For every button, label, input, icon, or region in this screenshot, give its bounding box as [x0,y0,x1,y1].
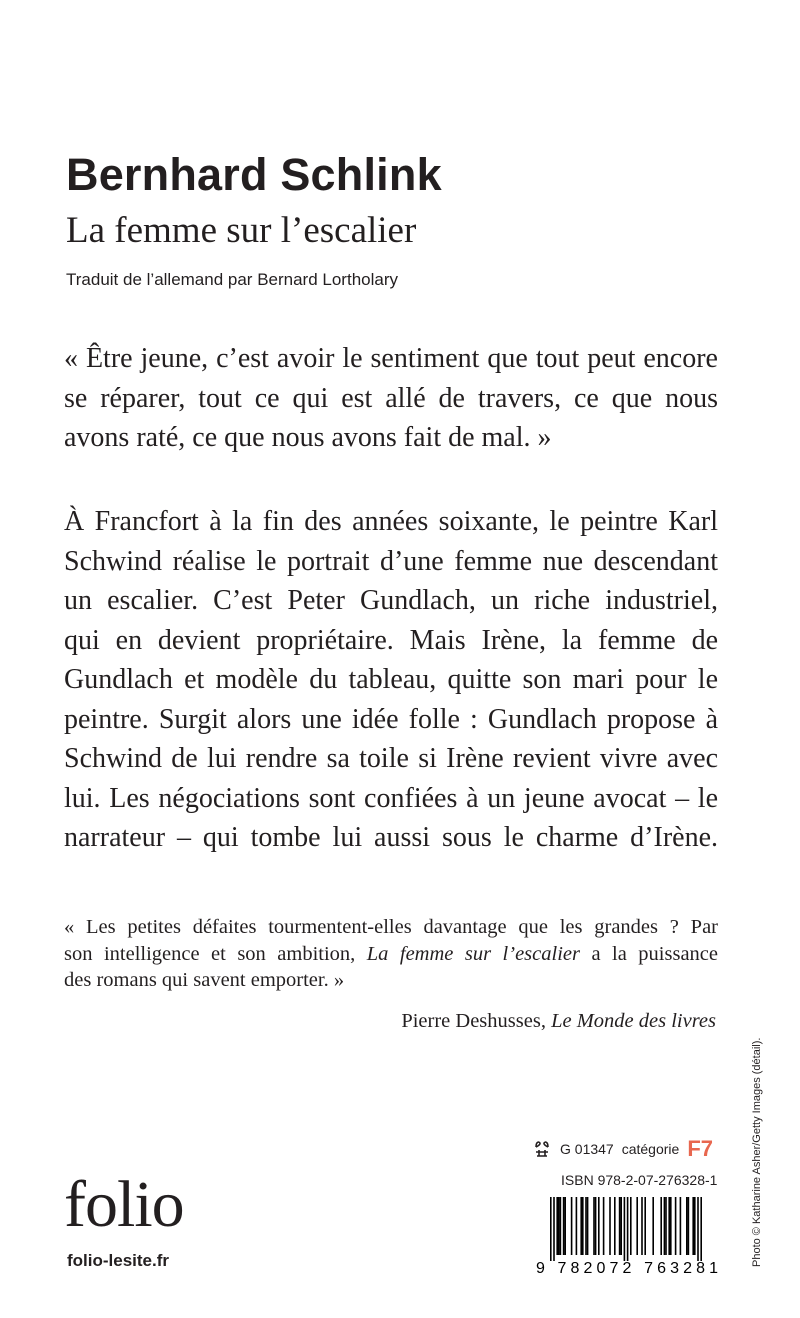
barcode-bar [593,1197,595,1255]
barcode-bar [692,1197,694,1255]
review-line: des romans qui savent emporter. » [64,969,345,991]
barcode-bar [580,1197,582,1255]
barcode-bar [668,1197,670,1255]
barcode-bar [563,1197,565,1255]
barcode-bar [680,1197,682,1255]
catalog-code [532,1137,713,1161]
book-title: La femme sur l’escalier [66,210,417,251]
barcode-bar [665,1197,667,1255]
category-code: F7 [687,1136,713,1161]
author-name: Bernhard Schlink [66,149,442,200]
quote-line: avons raté, ce que nous avons fait de mal. » [64,422,552,453]
review-book-title: La femme sur l’escalier [366,942,580,965]
barcode-bar [694,1197,696,1255]
barcode-bar [587,1197,589,1255]
summary-line: peintre. Surgit alors une idée folle : Gundlach propose à [64,703,718,735]
category-label: catégorie [621,1141,680,1157]
barcode-bar [556,1197,558,1255]
barcode-bar [603,1197,605,1255]
barcode-bar [697,1197,699,1261]
barcode-bar [686,1197,688,1255]
barcode-bar [550,1197,552,1261]
summary-line: un escalier. C’est Peter Gundlach, un riche industriel, [64,585,718,616]
barcode-bar [652,1197,654,1255]
catalog-number: G 01347 [560,1141,614,1157]
barcode-bar [664,1197,666,1255]
barcode-digits: 9 782072 763281 [536,1260,718,1275]
barcode-bar [700,1197,702,1261]
website-link[interactable]: folio-lesite.fr [67,1251,170,1270]
barcode-bar [598,1197,600,1255]
barcode-bar [564,1197,566,1255]
review-attribution [401,1011,716,1032]
reviewer-name: Pierre Deshusses, [401,1010,552,1032]
barcode [536,1197,718,1275]
summary-line: Schwind de lui rendre sa toile si Irène revient vivre avec [64,743,718,774]
barcode-bar [619,1197,621,1255]
translator-credit: Traduit de l’allemand par Bernard Lortholary [66,270,398,289]
review-text: son intelligence et son ambition, [64,942,367,965]
barcode-bar [641,1197,643,1255]
barcode-bar [585,1197,587,1255]
barcode-bar [636,1197,638,1255]
barcode-bar [614,1197,616,1255]
folio-logo: folio [64,1168,184,1241]
barcode-bar [675,1197,677,1255]
press-review [64,914,718,994]
gallimard-logo-icon [532,1139,552,1159]
barcode-bar [571,1197,573,1255]
review-line: « Les petites défaites tourmentent-elles davantage que les grandes ? Par [64,916,718,938]
barcode-bar [609,1197,611,1255]
review-source: Le Monde des livres [551,1010,716,1032]
summary-line: qui en devient propriétaire. Mais Irène, la femme de [64,624,718,656]
summary-paragraph [64,502,718,858]
review-text: a la puissance [579,942,718,965]
barcode-bar [644,1197,646,1255]
barcode-bar [553,1197,555,1261]
summary-line: À Francfort à la fin des années soixante, le peintre Karl [64,506,718,537]
isbn: ISBN 978-2-07-276328-1 [561,1172,718,1188]
photo-credit: Photo © Katharine Asher/Getty Images (détail). [751,1037,763,1267]
summary-line: Gundlach et modèle du tableau, quitte son mari pour le [64,664,718,695]
barcode-bar [620,1197,622,1255]
barcode-bar [595,1197,597,1255]
summary-line: lui. Les négociations sont confiées à un jeune avocat – le [64,782,718,814]
opening-quote [64,339,718,458]
barcode-bar [582,1197,584,1255]
barcode-bar [624,1197,626,1261]
summary-line: Schwind réalise le portrait d’une femme nue descendant [64,545,718,577]
barcode-bar [660,1197,662,1255]
barcode-bar [558,1197,560,1255]
review-line [64,941,718,968]
quote-line: se réparer, tout ce qui est allé de travers, ce que nous [64,382,718,414]
barcode-bar [560,1197,562,1255]
barcode-bar [630,1197,632,1255]
barcode-bar [688,1197,690,1255]
barcode-bar [670,1197,672,1255]
summary-line: narrateur – qui tombe lui aussi sous le charme d’Irène. [64,822,718,853]
barcode-bar [576,1197,578,1255]
barcode-bar [627,1197,629,1261]
quote-line: « Être jeune, c’est avoir le sentiment que tout peut encore [64,343,718,374]
